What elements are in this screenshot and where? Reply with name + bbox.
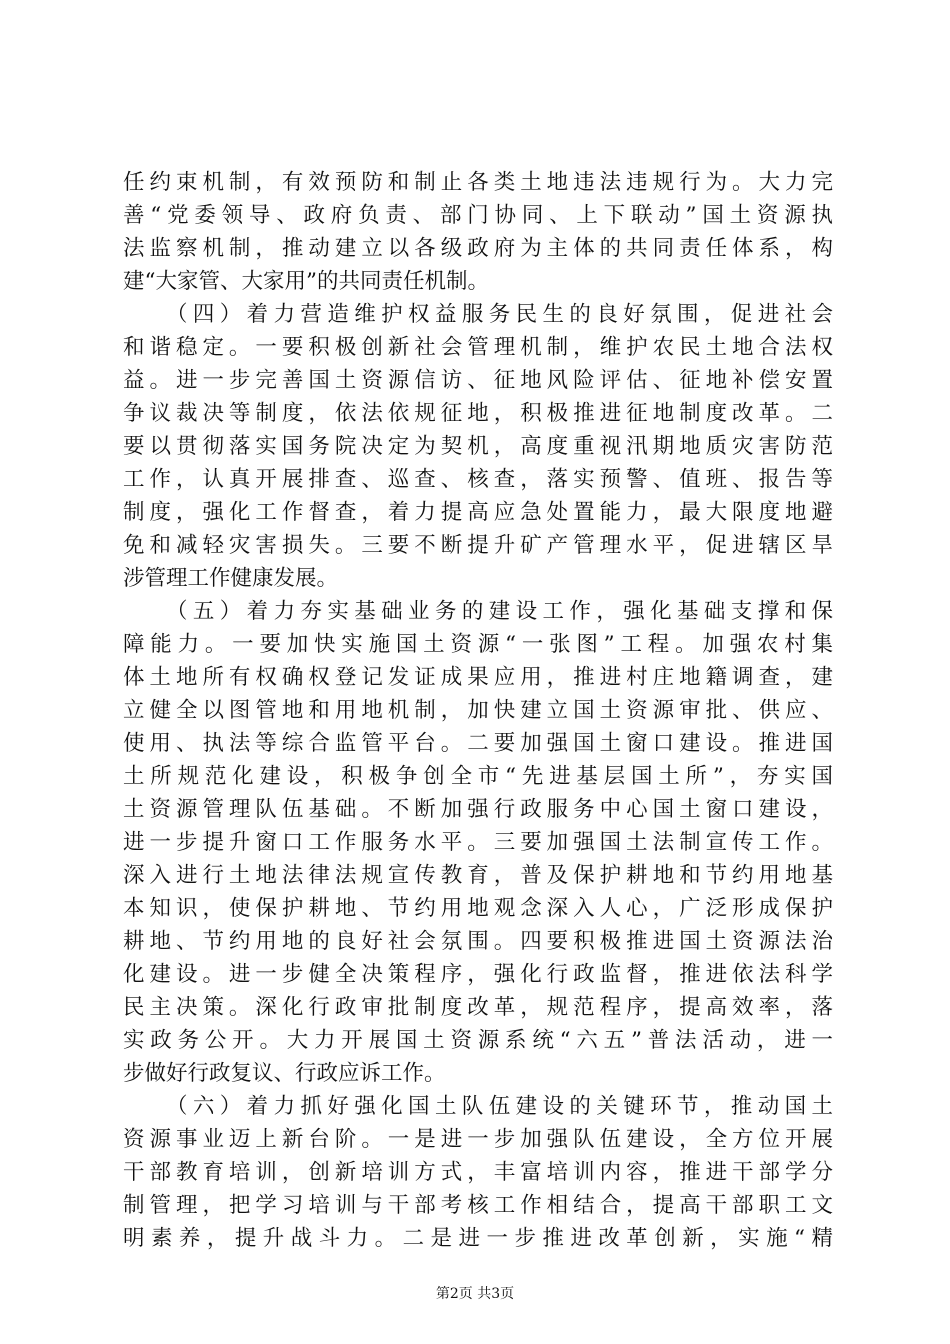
text-line: 要以贯彻落实国务院决定为契机，高度重视汛期地质灾害防范 [123,434,833,459]
text-line: 耕地、节约用地的良好社会氛围。四要积极推进国土资源法治 [123,929,833,954]
text-line: 任约束机制，有效预防和制止各类土地违法违规行为。大力完 [123,170,833,195]
text-line: 进一步提升窗口工作服务水平。三要加强国土法制宣传工作。 [123,830,833,855]
text-line: 实政务公开。大力开展国土资源系统“六五”普法活动，进一 [123,1028,833,1053]
text-line: 益。进一步完善国土资源信访、征地风险评估、征地补偿安置 [123,368,833,393]
section-heading-line: （五）着力夯实基础业务的建设工作，强化基础支撑和保 [166,599,833,624]
text-line: 步做好行政复议、行政应诉工作。 [123,1061,446,1086]
text-line: 体土地所有权确权登记发证成果应用，推进村庄地籍调查，建 [123,665,833,690]
text-line: 深入进行土地法律法规宣传教育，普及保护耕地和节约用地基 [123,863,833,888]
text-line: 障能力。一要加快实施国土资源“一张图”工程。加强农村集 [123,632,833,657]
text-line: 干部教育培训，创新培训方式，丰富培训内容，推进干部学分 [123,1160,833,1185]
body-text [123,166,833,1255]
text-line: 工作，认真开展排查、巡查、核查，落实预警、值班、报告等 [123,467,833,492]
text-line: 免和减轻灾害损失。三要不断提升矿产管理水平，促进辖区旱 [123,533,833,558]
section-heading-line: （四）着力营造维护权益服务民生的良好氛围，促进社会 [166,302,833,327]
section-heading-line: （六）着力抓好强化国土队伍建设的关键环节，推动国土 [166,1094,833,1119]
text-line: 制度，强化工作督查，着力提高应急处置能力，最大限度地避 [123,500,833,525]
page-footer [0,1284,950,1304]
text-line: 法监察机制，推动建立以各级政府为主体的共同责任体系，构 [123,236,833,261]
text-line: 涉管理工作健康发展。 [123,566,339,591]
text-line: 立健全以图管地和用地机制，加快建立国土资源审批、供应、 [123,698,833,723]
text-line: 明素养，提升战斗力。二是进一步推进改革创新，实施“精 [123,1226,833,1251]
text-line: 争议裁决等制度，依法依规征地，积极推进征地制度改革。二 [123,401,833,426]
text-line: 制管理，把学习培训与干部考核工作相结合，提高干部职工文 [123,1193,833,1218]
text-line: 使用、执法等综合监管平台。二要加强国土窗口建设。推进国 [123,731,833,756]
text-line: 民主决策。深化行政审批制度改革，规范程序，提高效率，落 [123,995,833,1020]
text-line: 和谐稳定。一要积极创新社会管理机制，维护农民土地合法权 [123,335,833,360]
text-line: 土资源管理队伍基础。不断加强行政服务中心国土窗口建设， [123,797,833,822]
text-line: 善“党委领导、政府负责、部门协同、上下联动”国土资源执 [123,203,833,228]
page-number-label: 第2页 共3页 [435,1286,515,1302]
text-line: 化建设。进一步健全决策程序，强化行政监督，推进依法科学 [123,962,833,987]
text-line: 本知识，使保护耕地、节约用地观念深入人心，广泛形成保护 [123,896,833,921]
text-line: 建“大家管、大家用”的共同责任机制。 [123,269,489,294]
text-line: 资源事业迈上新台阶。一是进一步加强队伍建设，全方位开展 [123,1127,833,1152]
text-line: 土所规范化建设，积极争创全市“先进基层国土所”，夯实国 [123,764,833,789]
